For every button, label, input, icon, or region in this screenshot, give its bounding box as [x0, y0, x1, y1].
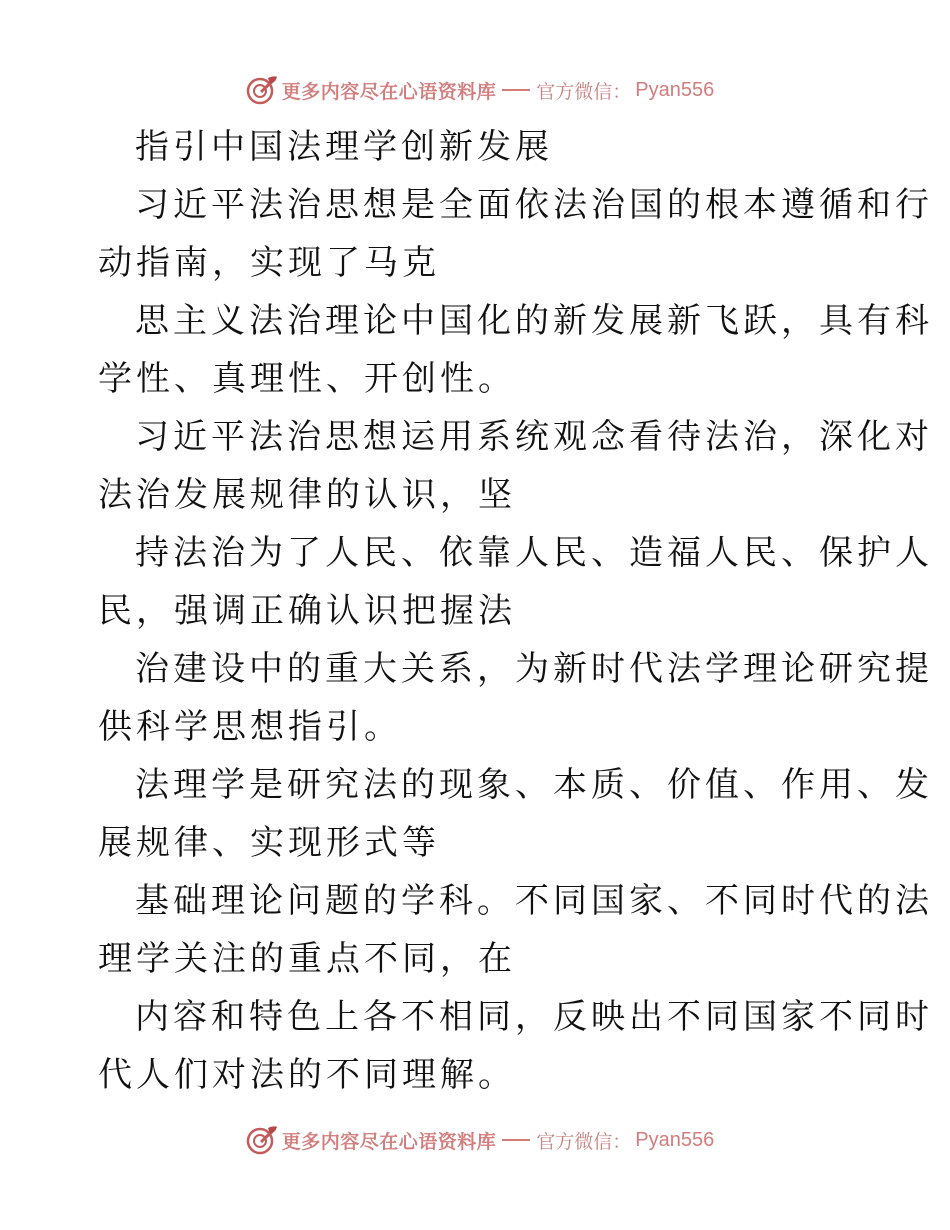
document-body [98, 118, 933, 1104]
quill-logo-icon [246, 1124, 278, 1156]
text-line: 持法治为了人民、依靠人民、造福人民、保护人 [135, 533, 933, 573]
separator-dash [502, 89, 530, 91]
text-line: 内容和特色上各不相同，反映出不同国家不同时 [135, 997, 933, 1037]
text-line: 代人们对法的不同理解。 [98, 1055, 516, 1095]
text-line: 理学关注的重点不同，在 [98, 939, 516, 979]
text-line: 思主义法治理论中国化的新发展新飞跃，具有科 [135, 301, 933, 341]
watermark-group [246, 1124, 715, 1156]
text-line: 治建设中的重大关系，为新时代法学理论研究提 [135, 649, 933, 689]
wechat-id: Pyan556 [635, 78, 715, 101]
text-line: 动指南，实现了马克 [98, 243, 440, 283]
text-line: 法治发展规律的认识，坚 [98, 475, 516, 515]
wechat-id: Pyan556 [635, 1128, 715, 1151]
text-line: 基础理论问题的学科。不同国家、不同时代的法 [135, 881, 933, 921]
text-line: 供科学思想指引。 [98, 707, 402, 747]
quill-logo-icon [246, 74, 278, 106]
text-line: 民，强调正确认识把握法 [98, 591, 516, 631]
text-line: 学性、真理性、开创性。 [98, 359, 516, 399]
separator-dash [502, 1139, 530, 1141]
text-line: 指引中国法理学创新发展 [135, 127, 553, 167]
site-slogan: 更多内容尽在心语资料库 [281, 80, 497, 103]
wechat-label: 官方微信： [536, 1130, 632, 1153]
footer-watermark [0, 1120, 950, 1160]
watermark-group [246, 74, 715, 106]
text-line: 法理学是研究法的现象、本质、价值、作用、发 [135, 765, 933, 805]
wechat-label: 官方微信： [536, 80, 632, 103]
text-line: 习近平法治思想运用系统观念看待法治，深化对 [135, 417, 933, 457]
text-line: 习近平法治思想是全面依法治国的根本遵循和行 [135, 185, 933, 225]
header-watermark [0, 70, 950, 110]
text-line: 展规律、实现形式等 [98, 823, 440, 863]
site-slogan: 更多内容尽在心语资料库 [281, 1130, 497, 1153]
